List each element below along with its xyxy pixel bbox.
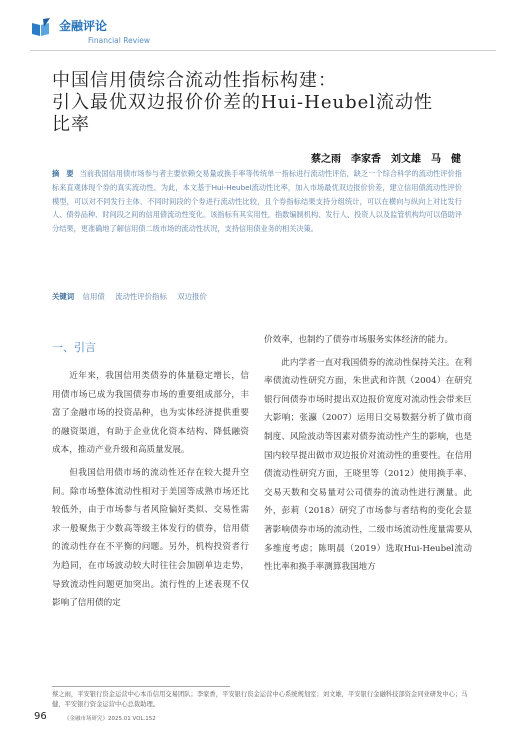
title-line-1: 中国信用债综合流动性指标构建： [52, 70, 337, 91]
section-title-cn: 金融评论 [59, 19, 108, 33]
article-title [52, 70, 482, 136]
keyword: 双边报价 [177, 292, 207, 301]
author-footnote: 蔡之雨，平安银行资金运营中心本币信用交易团队；李家香，平安银行资金运营中心系统规划室；刘文雄，平安银行金融科技部资金同业研发中心；马健，平安银行资金运营中心总裁助理。 [52, 691, 468, 708]
journal-info: 《金融市场研究》2025.01 VOL.152 [64, 716, 156, 722]
keywords-label: 关键词 [52, 292, 75, 301]
right-column [264, 331, 472, 581]
abstract-label: 摘 要 [52, 169, 74, 178]
abstract-text: 当前我国信用债市场参与者主要依赖交易量或换手率等传统单一指标进行流动性评估，缺乏一个综合科学的流动性评价指标来直观体现个券的真实流动性。为此，本文基于Hui-Heubel流动性比率，加入市场最优双边报价价差，建立信用债流动性评价模型，可以对不同发行主体、不同时间段的个券进行流动性比较，且个券指标结果支持分组统计，可以在横向与纵向上对比发行人、债券品种、时间段之间的信用债流动性变化。该指标有其实用性，指数编制机构、发行人、投资人以及监管机构均可以借助评分结果，更准确地了解信用债二级市场的流动性状况，支持信用债业务的相关决策。 [52, 169, 462, 234]
title-line-2: 引入最优双边报价价差的Hui-Heubel流动性 [52, 92, 434, 113]
section-title-en: Financial Review [88, 36, 150, 45]
page-number: 96 [34, 711, 47, 722]
paragraph: 此内学者一直对我国债券的流动性保持关注。在利率债流动性研究方面，朱世武和许凯（2004）在研究银行间债券市场时提出双边报价宽度对流动性会带来巨大影响；张瀛（2007）运用日交易数据分析了做市商制度、风险波动等因素对债券流动性产生的影响，也是国内较早提出做市双边报价对流动性的重要性。在信用债流动性研究方面，王晓里等（2012）使用换手率、交易天数和交易量对公司债券的流动性进行测量。此外，彭莉（2018）研究了市场参与者结构的变化会显著影响债券市场的流动性，二级市场流动性度量需要从多维度考虑；陈明晨（2019）选取Hui-Heubel流动性比率和换手率测算我国地方 [264, 357, 472, 573]
keyword: 信用债 [82, 292, 105, 301]
paragraph: 但我国信用债市场的流动性还存在较大提升空间。除市场整体流动性相对于美国等成熟市场还比较低外，由于市场参与者风险偏好类似、交易性需求一般聚焦于少数高等级主体发行的债券，信用债的流动性存在不平衡的问题。另外，机构投资者行为趋同，在市场波动较大时往往会加剧单边走势，导致流动性问题更加突出。流行性的上述表现不仅影响了信用债的定 [52, 467, 249, 609]
title-line-3: 比率 [52, 114, 90, 135]
keywords [52, 291, 215, 302]
section-heading: 一、引言 [52, 341, 96, 354]
book-pen-icon [30, 17, 52, 39]
abstract [52, 167, 462, 273]
keyword: 流动性评价指标 [115, 292, 167, 301]
paragraph: 近年来，我国信用类债券的体量稳定增长，信用债市场已成为我国债券市场的重要组成部分，丰富了金融市场的投资品种，也为实体经济提供重要的融资渠道，有助于企业优化资本结构、降低融资成本，推动产业升级和高质量发展。 [52, 371, 249, 456]
footnote-divider [52, 686, 230, 687]
left-column [52, 339, 249, 617]
paragraph: 价效率，也制约了债券市场服务实体经济的能力。 [264, 335, 454, 345]
author-list: 蔡之雨 李家香 刘文雄 马 健 [311, 154, 461, 165]
header-divider [30, 50, 496, 51]
